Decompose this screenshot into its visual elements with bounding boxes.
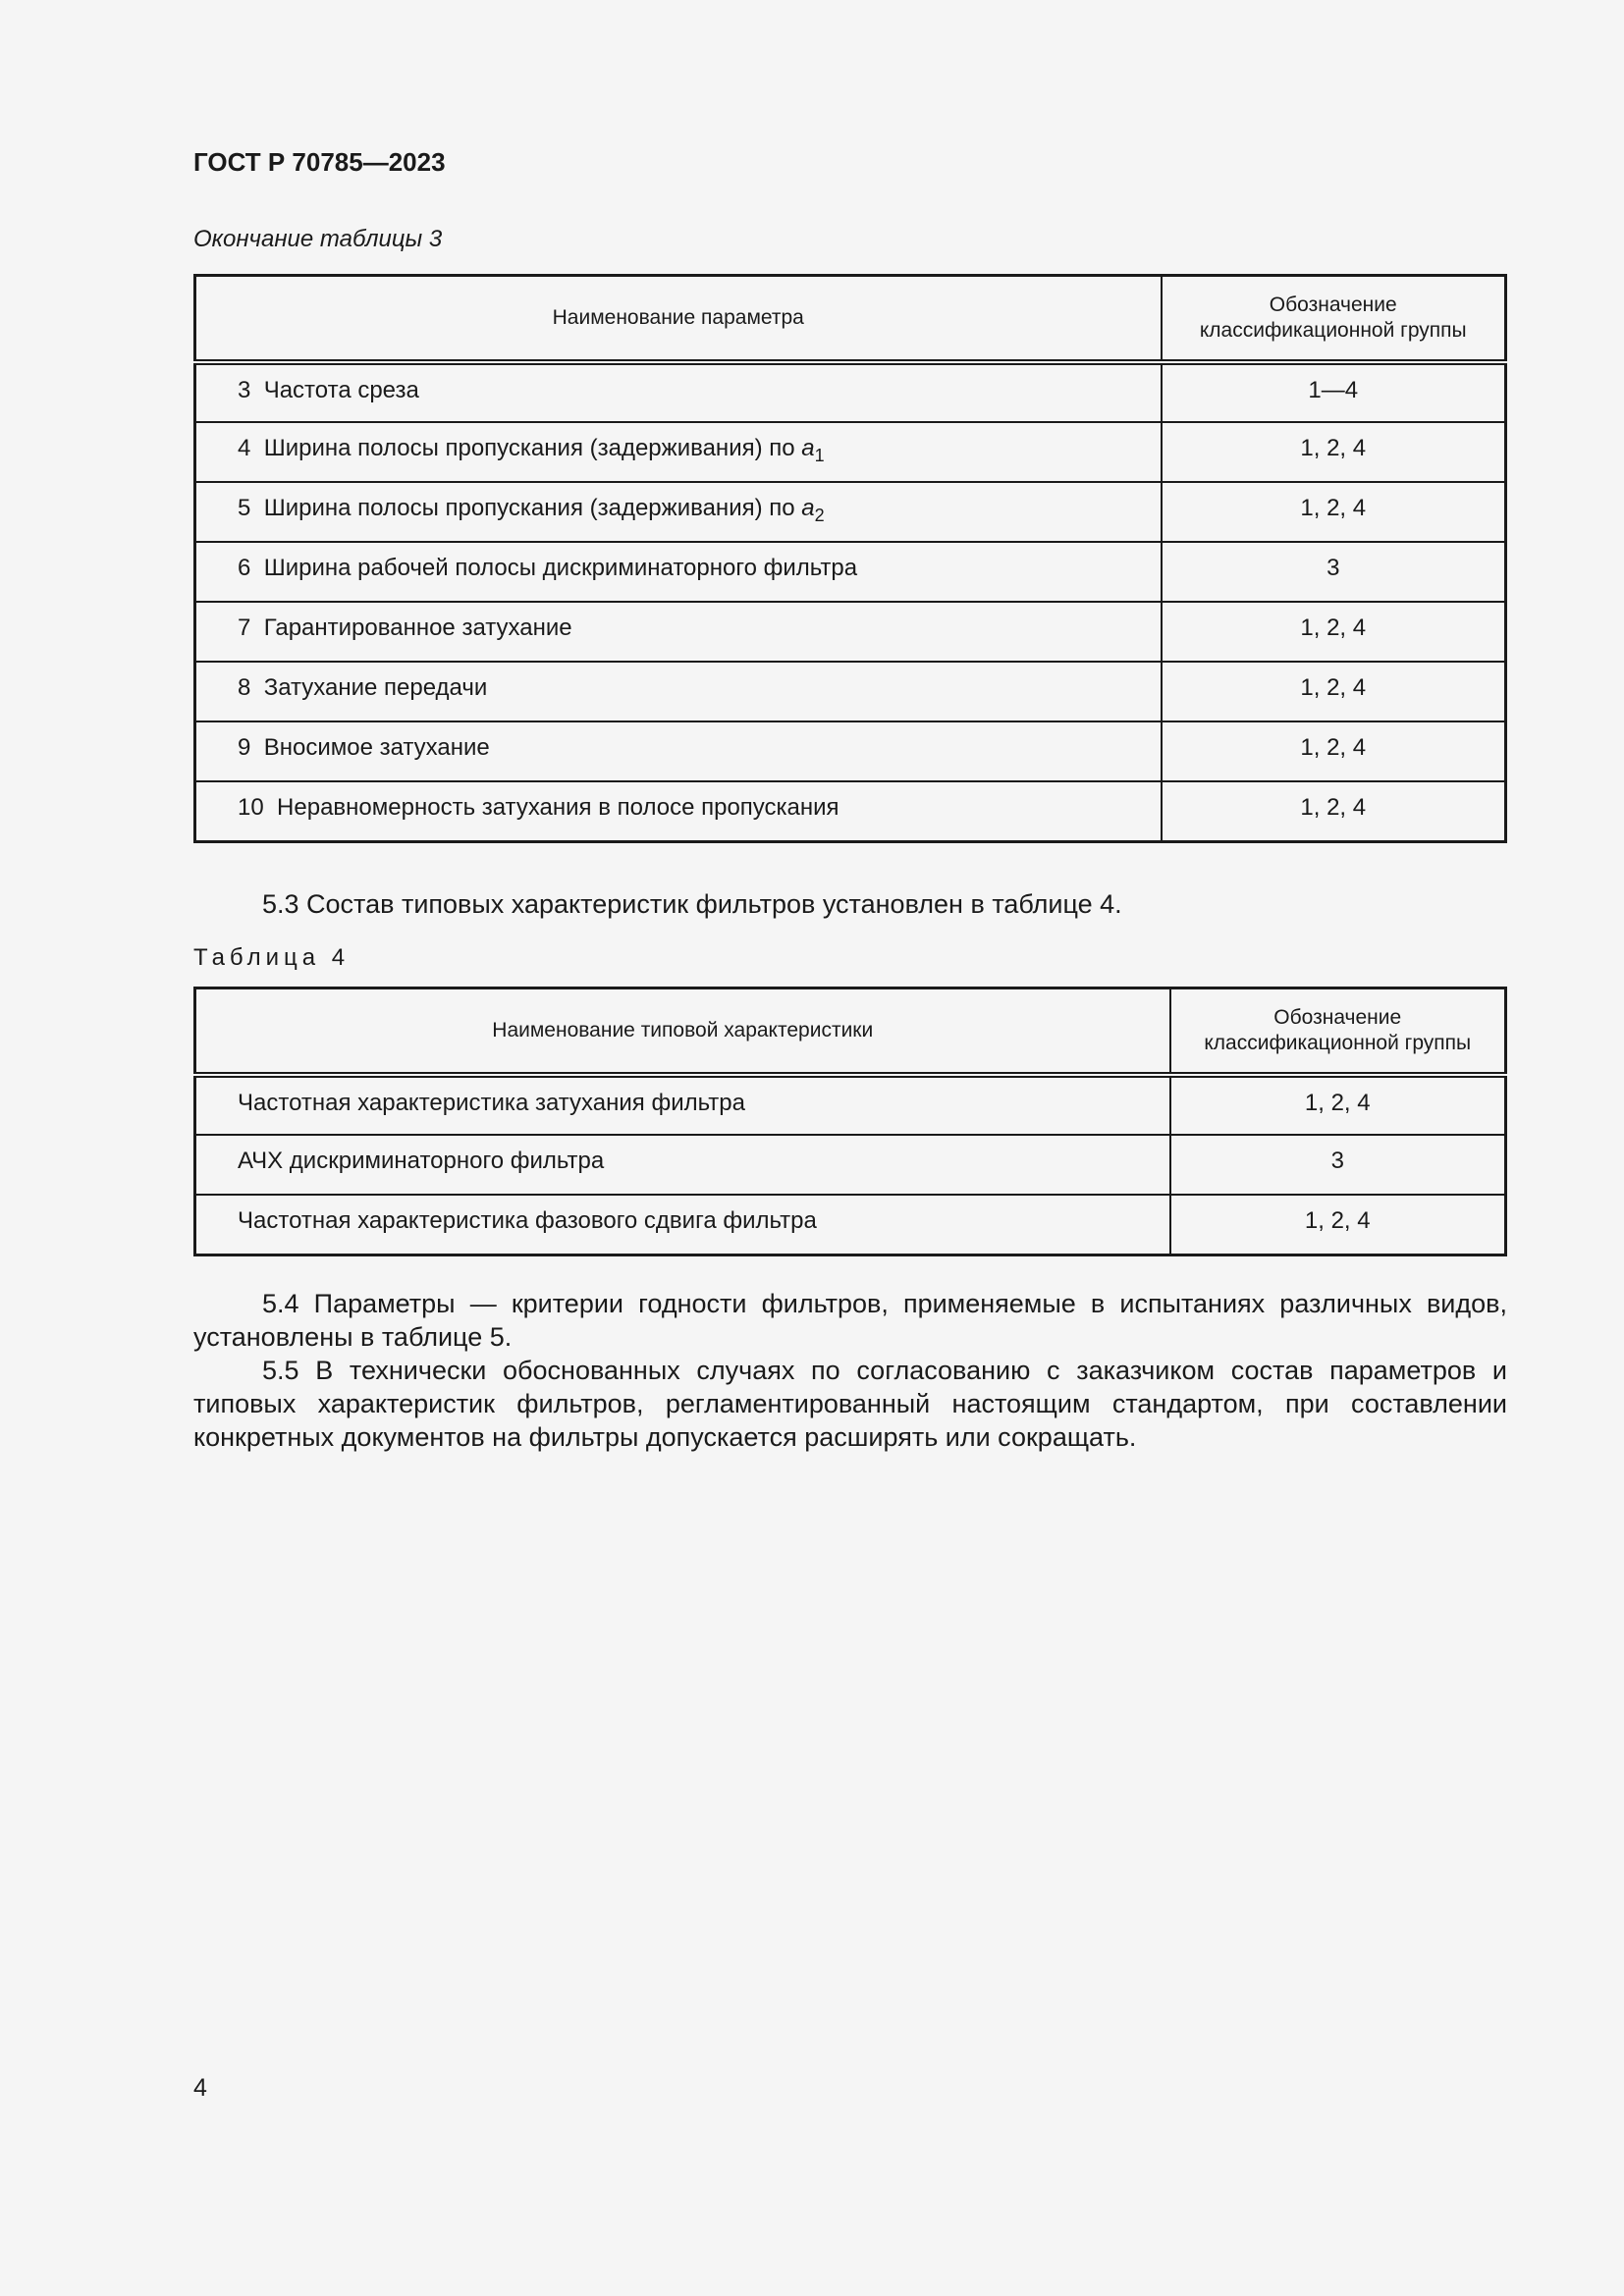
parameter-name-cell [195,542,1162,602]
table4-header-group: Обозначение классификационной группы [1170,988,1506,1076]
table-row [195,602,1506,662]
table-4 [193,987,1507,1256]
parameter-name: Частота среза [263,377,419,403]
table-row [195,721,1506,781]
table-row [195,662,1506,721]
characteristic-name-cell: АЧХ дискриминаторного фильтра [195,1135,1170,1195]
parameter-name-cell [195,422,1162,482]
table-row [195,362,1506,422]
characteristic-name-cell: Частотная характеристика фазового сдвига фильтра [195,1195,1170,1255]
group-cell: 1, 2, 4 [1162,482,1506,542]
parameter-name-cell [195,482,1162,542]
row-number: 7 [238,614,251,641]
table-row [195,1075,1506,1135]
parameter-name: Вносимое затухание [263,734,490,761]
document-id: ГОСТ Р 70785—2023 [193,147,446,177]
group-cell: 1—4 [1162,362,1506,422]
table-row [195,1135,1506,1195]
parameter-name-cell [195,781,1162,841]
row-number: 9 [238,734,251,761]
group-cell: 1, 2, 4 [1162,422,1506,482]
parameter-name: Неравномерность затухания в полосе пропускания [277,794,839,821]
table3-header-name: Наименование параметра [195,276,1162,363]
parameter-name-cell [195,602,1162,662]
characteristic-name-cell: Частотная характеристика затухания фильтра [195,1075,1170,1135]
table4-caption: Таблица 4 [193,944,351,971]
table3-header-group: Обозначение классификационной группы [1162,276,1506,363]
parameter-name: Ширина полосы пропускания (задерживания) по [263,495,802,521]
parameter-name-cell [195,362,1162,422]
variable-symbol: a [801,435,815,461]
paragraph-5-4: 5.4 Параметры — критерии годности фильтров, применяемые в испытаниях различных видов, установлены в таблице 5. [193,1289,1507,1352]
group-cell: 1, 2, 4 [1162,781,1506,841]
paragraph-5-3: 5.3 Состав типовых характеристик фильтров установлен в таблице 4. [262,889,1122,919]
table-row [195,422,1506,482]
table-row [195,1195,1506,1255]
table-3 [193,274,1507,843]
paragraph-5-5: 5.5 В технически обоснованных случаях по согласованию с заказчиком состав параметров и типовых характеристик фильтров, регламентированный настоящим стандартом, при составлении конкретных документов на фильтры допускается расширять или сокращать. [193,1356,1507,1452]
group-cell: 1, 2, 4 [1162,721,1506,781]
group-cell: 1, 2, 4 [1170,1195,1506,1255]
variable-subscript: 1 [814,445,825,465]
row-number: 6 [238,555,251,581]
table-row [195,482,1506,542]
row-number: 10 [238,794,264,821]
variable-symbol: a [801,495,815,521]
parameter-name: Ширина полосы пропускания (задерживания) по [263,435,802,461]
group-cell: 1, 2, 4 [1162,602,1506,662]
parameter-name-cell [195,662,1162,721]
group-cell: 1, 2, 4 [1170,1075,1506,1135]
group-cell: 1, 2, 4 [1162,662,1506,721]
table-row [195,781,1506,841]
group-cell: 3 [1170,1135,1506,1195]
parameter-name-cell [195,721,1162,781]
parameter-name: Ширина рабочей полосы дискриминаторного фильтра [263,555,858,581]
row-number: 5 [238,495,251,521]
parameter-name: Затухание передачи [263,674,488,701]
page-number: 4 [193,2074,207,2102]
row-number: 8 [238,674,251,701]
row-number: 3 [238,377,251,403]
group-cell: 3 [1162,542,1506,602]
table3-caption: Окончание таблицы 3 [193,226,443,252]
variable-subscript: 2 [814,505,825,525]
row-number: 4 [238,435,251,461]
table-row [195,542,1506,602]
table4-header-name: Наименование типовой характеристики [195,988,1170,1076]
parameter-name: Гарантированное затухание [263,614,572,641]
